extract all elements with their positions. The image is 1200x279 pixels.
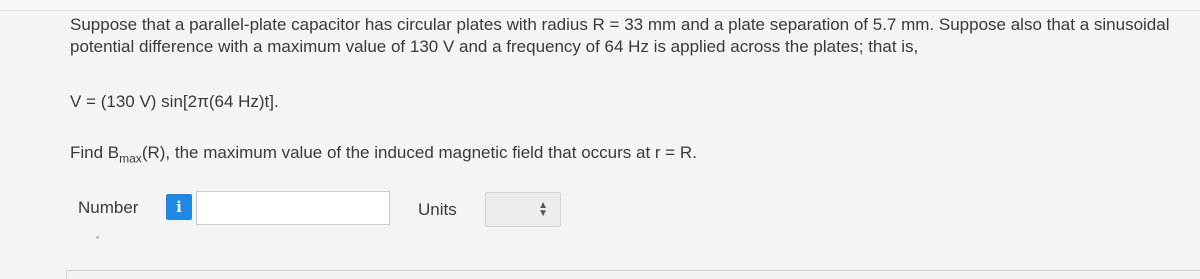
units-label: Units xyxy=(418,200,457,219)
question-subscript: max xyxy=(119,151,142,166)
problem-question xyxy=(70,143,697,165)
number-label: Number xyxy=(78,198,139,217)
next-section-border xyxy=(66,270,1200,279)
answer-row xyxy=(78,190,578,228)
info-icon[interactable]: i xyxy=(166,194,192,220)
select-arrows-icon: ▲ ▼ xyxy=(538,200,548,219)
question-suffix: (R), the maximum value of the induced magnetic field that occurs at r = R. xyxy=(141,143,697,162)
question-prefix: Find B xyxy=(70,143,120,162)
problem-equation: V = (130 V) sin[2π(64 Hz)t]. xyxy=(70,92,279,111)
top-border xyxy=(0,0,1200,11)
number-input[interactable] xyxy=(196,191,390,225)
units-select[interactable] xyxy=(485,192,561,227)
decorative-dot xyxy=(96,236,99,239)
problem-intro-text: Suppose that a parallel-plate capacitor has circular plates with radius R = 33 mm and a plate separation of 5.7 mm. Suppose also that a sinusoidal potential difference with a maximum value of 130 V and a frequency of 64 Hz is applied across the plates; that is, xyxy=(70,15,1170,56)
problem-statement xyxy=(70,14,1180,58)
